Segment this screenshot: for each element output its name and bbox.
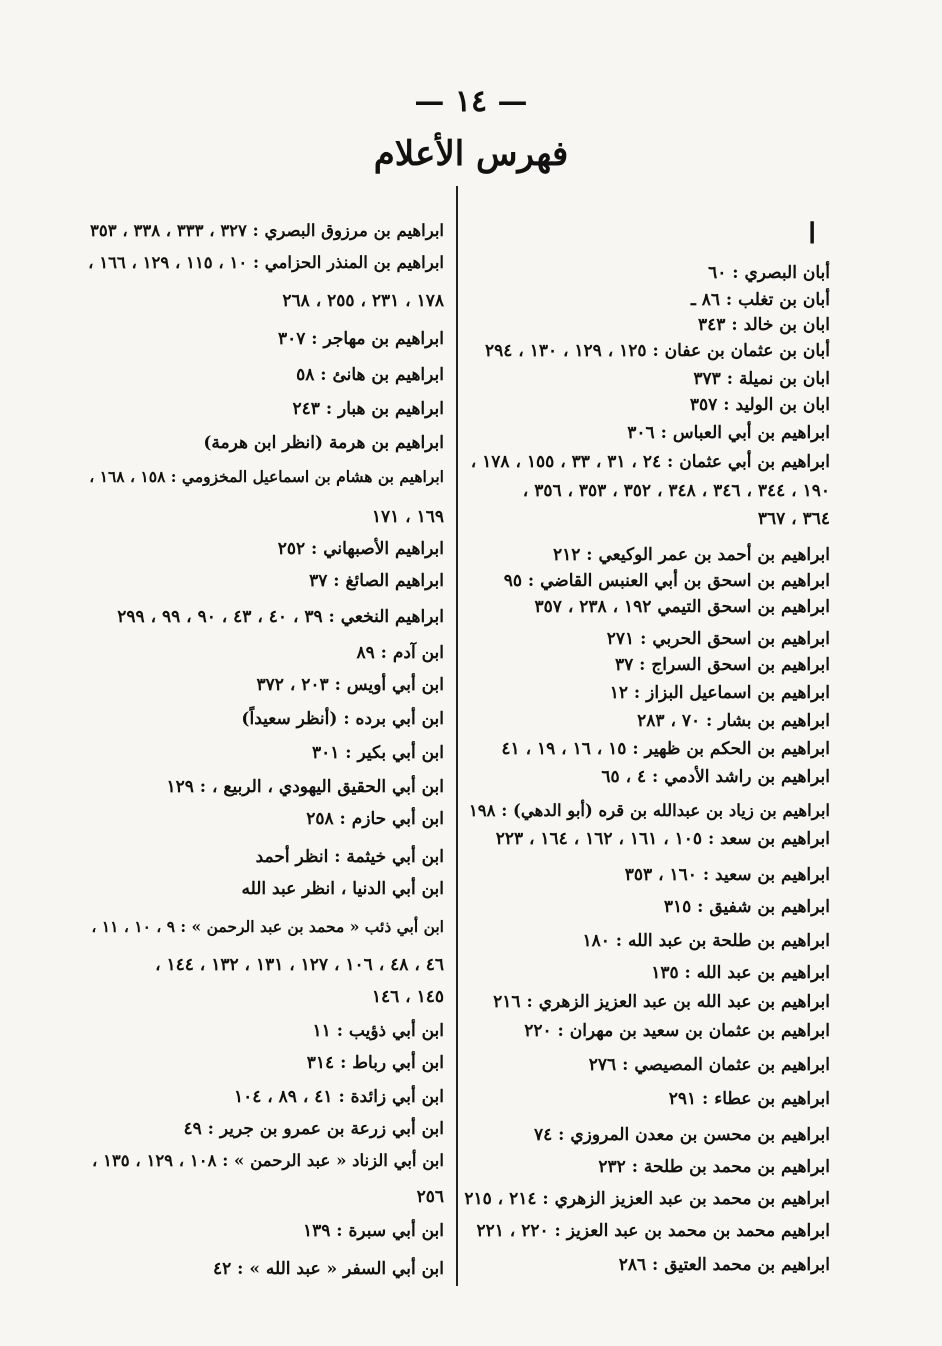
index-entry: ابراهيم محمد بن محمد بن عبد العزيز : ٢٢٠ ، ٢٢١ <box>476 1221 830 1242</box>
index-entry: ابن أبي أويس : ٢٠٣ ، ٣٧٢ <box>256 675 444 695</box>
index-entry: ابراهيم بن مرزوق البصري : ٣٢٧ ، ٣٣٣ ، ٣٣٨ ، ٣٥٣ <box>90 221 444 240</box>
index-entry: ابراهيم النخعي : ٣٩ ، ٤٠ ، ٤٣ ، ٩٠ ، ٩٩ ، ٢٩٩ <box>117 607 444 627</box>
index-entry: ابراهيم الصائغ : ٣٧ <box>309 571 444 591</box>
index-entry: ابراهيم بن مهاجر : ٣٠٧ <box>277 329 444 349</box>
index-entry: ابن أبي ذئب « محمد بن عبد الرحمن » : ٩ ، ١٠ ، ١١ ، <box>91 917 444 936</box>
index-entry: ابراهيم الأصبهاني : ٢٥٢ <box>277 539 444 559</box>
index-entry: ابراهيم بن أبي العباس : ٣٠٦ <box>627 423 830 444</box>
index-entry: ابراهيم بن أحمد بن عمر الوكيعي : ٢١٢ <box>552 545 830 566</box>
index-entry: ابراهيم بن محمد بن طلحة : ٢٣٢ <box>598 1157 830 1178</box>
index-entry: ابراهيم بن هرمة (انظر ابن هرمة) <box>203 433 444 453</box>
page-title: فهرس الأعلام <box>373 134 569 174</box>
right-column <box>460 217 830 1276</box>
index-entry: ابراهيم بن اسحق السراج : ٣٧ <box>614 655 830 676</box>
index-entry: أبان بن عثمان بن عفان : ١٢٥ ، ١٢٩ ، ١٣٠ ، ٢٩٤ <box>484 341 830 362</box>
index-entry: ابراهيم بن عبد الله بن عبد العزيز الزهري : ٢١٦ <box>493 992 830 1013</box>
index-entry: ابراهيم بن بشار : ٧٠ ، ٢٨٣ <box>637 711 830 732</box>
index-entry: ابراهيم بن اسحق الحربي : ٢٧١ <box>606 629 830 650</box>
index-entry: ابراهيم بن هانئ : ٥٨ <box>296 365 444 385</box>
index-entry: ٤٦ ، ٤٨ ، ١٠٦ ، ١٢٧ ، ١٣١ ، ١٣٢ ، ١٤٤ ، <box>155 955 444 975</box>
index-entry: ابن أبي بكير : ٣٠١ <box>311 743 444 763</box>
index-entry: ابن أبي الحقيق اليهودي ، الربيع ، : ١٢٩ <box>166 777 444 797</box>
index-entry: ابان بن نميلة : ٣٧٣ <box>693 369 830 390</box>
index-entry: ابن أبي الدنيا ، انظر عبد الله <box>241 879 444 899</box>
index-entry: ابراهيم بن زياد بن عبدالله بن قره (أبو الدهي) : ١٩٨ <box>468 801 830 821</box>
index-entry: ابراهيم بن عثمان المصيصي : ٢٧٦ <box>588 1055 830 1076</box>
index-entry: ابن أبي الزناد « عبد الرحمن » : ١٠٨ ، ١٢٩ ، ١٣٥ ، <box>91 1151 444 1170</box>
index-entry: ابن أبي سبرة : ١٣٩ <box>302 1221 444 1241</box>
index-entry: ابان بن الوليد : ٣٥٧ <box>689 395 830 416</box>
index-entry: ابراهيم بن اسحق التيمي ١٩٢ ، ٢٣٨ ، ٣٥٧ <box>534 597 830 618</box>
index-entry: ابن أبي حازم : ٢٥٨ <box>306 809 444 829</box>
index-entry: ابراهيم بن عطاء : ٢٩١ <box>668 1089 830 1110</box>
index-entry: ابراهيم بن أبي عثمان : ٢٤ ، ٣١ ، ٣٣ ، ١٥٥ ، ١٧٨ ، <box>470 452 830 473</box>
index-entry: ابراهيم بن محمد بن عبد العزيز الزهري : ٢١٤ ، ٢١٥ <box>464 1189 830 1210</box>
index-entry: ابراهيم بن اسحق بن أبي العنبس القاضي : ٩٥ <box>503 571 830 592</box>
index-entry: ابن أبي خيثمة : انظر أحمد <box>255 847 444 867</box>
index-entry: ابن أبي زائدة : ٤١ ، ٨٩ ، ١٠٤ <box>233 1087 444 1107</box>
index-entry: ابان بن خالد : ٣٤٣ <box>698 315 830 336</box>
index-entry: ابراهيم بن عبد الله : ١٣٥ <box>651 963 830 984</box>
index-entry: أبان البصري : ٦٠ <box>708 263 830 284</box>
index-entry: ابن أبي ذؤيب : ١١ <box>312 1021 444 1041</box>
index-entry: ابراهيم بن هبار : ٢٤٣ <box>292 399 444 419</box>
column-divider <box>456 186 458 1286</box>
index-entry: ابراهيم بن طلحة بن عبد الله : ١٨٠ <box>582 931 830 952</box>
index-entry: ٢٥٦ <box>416 1187 444 1207</box>
index-entry: ابن أبي زرعة بن عمرو بن جرير : ٤٩ <box>183 1119 444 1139</box>
index-entry: ١٧٨ ، ٢٣١ ، ٢٥٥ ، ٢٦٨ <box>282 291 444 311</box>
index-entry: ٣٦٤ ، ٣٦٧ <box>757 509 830 530</box>
index-entry: ابراهيم بن المنذر الحزامي : ١٠ ، ١١٥ ، ١٢٩ ، ١٦٦ ، <box>88 253 444 272</box>
index-entry: ابراهيم بن محسن بن معدن المروزي : ٧٤ <box>533 1125 830 1146</box>
index-entry: ابراهيم بن عثمان بن سعيد بن مهران : ٢٢٠ <box>524 1021 830 1042</box>
index-entry: ابن أبي برده : (أنظر سعيداً) <box>241 709 444 729</box>
index-entry: ١٩٠ ، ٣٤٤ ، ٣٤٦ ، ٣٤٨ ، ٣٥٢ ، ٣٥٣ ، ٣٥٦ ، <box>522 481 830 502</box>
index-entry: ابراهيم بن اسماعيل البزاز : ١٢ <box>609 683 830 704</box>
index-entry: ابن آدم : ٨٩ <box>356 643 444 663</box>
index-entry: ابراهيم بن شفيق : ٣١٥ <box>663 897 830 918</box>
index-entry: ابراهيم بن محمد العتيق : ٢٨٦ <box>618 1255 830 1276</box>
index-entry: أبان بن تغلب : ٨٦ ـ <box>690 290 830 311</box>
index-entry: ابراهيم بن راشد الأدمي : ٤ ، ٦٥ <box>601 767 830 788</box>
index-entry: ابراهيم بن سعيد : ١٦٠ ، ٣٥٣ <box>624 865 830 886</box>
index-entry: ابراهيم بن سعد : ١٠٥ ، ١٦١ ، ١٦٢ ، ١٦٤ ، ٢٢٣ <box>495 829 830 850</box>
page-number: — ١٤ — <box>414 84 528 119</box>
index-entry: ابراهيم بن هشام بن اسماعيل المخزومي : ١٥٨ ، ١٦٨ ، <box>89 467 444 486</box>
index-entry: ١٦٩ ، ١٧١ <box>371 507 444 527</box>
index-entry: ابن أبي السفر « عبد الله » : ٤٢ <box>212 1259 444 1279</box>
index-entry: ١٤٥ ، ١٤٦ <box>371 987 444 1007</box>
index-entry: ابراهيم بن الحكم بن ظهير : ١٥ ، ١٦ ، ١٩ ، ٤١ <box>501 739 830 760</box>
section-letter-alif: ا <box>808 217 816 250</box>
index-entry: ابن أبي رباط : ٣١٤ <box>306 1053 444 1073</box>
